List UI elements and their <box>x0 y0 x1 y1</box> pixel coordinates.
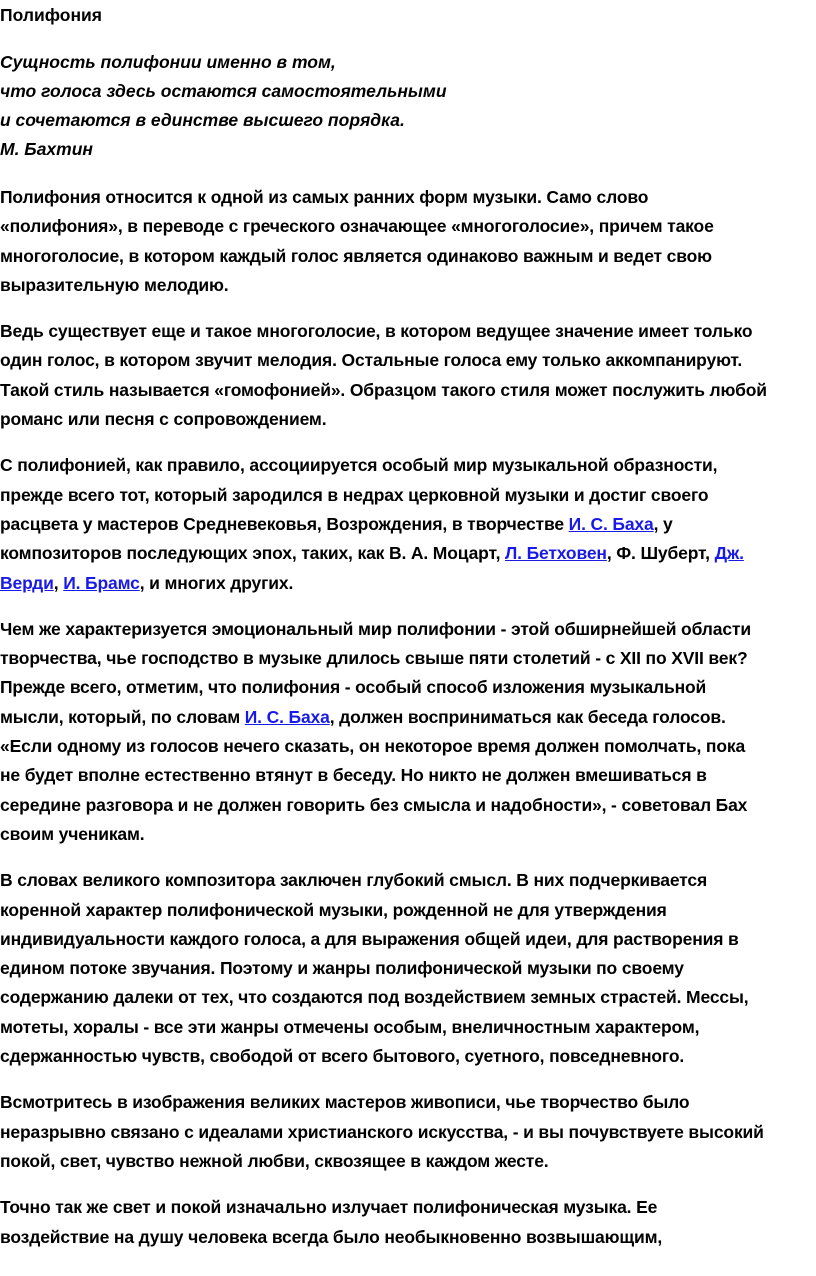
text-line: Ведь существует еще и такое многоголосие, в котором ведущее значение имеет только <box>0 321 753 342</box>
paragraph-meaning <box>0 866 816 1071</box>
paragraph-painting <box>0 1088 816 1176</box>
text-line: Чем же характеризуется эмоциональный мир полифонии - этой обширнейшей области <box>0 618 751 639</box>
paragraph-intro <box>0 183 816 300</box>
text-segment: композиторов последующих эпох, таких, как В. А. Моцарт, <box>0 543 506 564</box>
text-line: коренной характер полифонической музыки, рожденной не для утверждения <box>0 899 667 920</box>
text-line: творчества, чье господство в музыке длилось свыше пяти столетий - с XII по XVII век? <box>0 648 748 669</box>
text-line <box>0 539 816 568</box>
text-line: мотеты, хоралы - все эти жанры отмечены особым, внеличностным характером, <box>0 1016 700 1037</box>
text-line: воздействие на душу человека всегда было необыкновенно возвышающим, <box>0 1226 663 1247</box>
text-segment: , должен восприниматься как беседа голосов. <box>329 706 726 727</box>
text-line: неразрывно связано с идеалами христианского искусства, - и вы почувствуете высокий <box>0 1121 764 1142</box>
link-verdi-part2[interactable]: Верди <box>0 572 54 593</box>
text-segment: , у <box>653 513 673 534</box>
text-line: не будет вполне естественно втянут в беседу. Но никто не должен вмешиваться в <box>0 765 707 786</box>
text-line: прежде всего тот, который зародился в недрах церковной музыки и достиг своего <box>0 484 709 505</box>
text-line: Такой стиль называется «гомофонией». Образцом такого стиля может послужить любой <box>0 379 767 400</box>
text-line: выразительную мелодию. <box>0 274 229 295</box>
text-segment: расцвета у мастеров Средневековья, Возрождения, в творчестве <box>0 513 569 534</box>
text-line: романс или песня с сопровождением. <box>0 409 327 430</box>
text-segment: , <box>53 572 64 593</box>
link-brahms[interactable]: И. Брамс <box>63 572 140 593</box>
paragraph-composers <box>0 451 816 597</box>
paragraph-emotional-world <box>0 615 816 849</box>
epigraph-line: Сущность полифонии именно в том, <box>0 52 336 72</box>
epigraph-line: что голоса здесь остаются самостоятельными <box>0 81 447 101</box>
text-line: содержанию далеки от тех, что создаются под воздействием земных страстей. Мессы, <box>0 987 749 1008</box>
paragraph-light <box>0 1193 816 1252</box>
text-line: «полифония», в переводе с греческого означающее «многоголосие», причем такое <box>0 216 714 237</box>
text-line <box>0 510 816 539</box>
epigraph-line: и сочетаются в единстве высшего порядка. <box>0 110 405 130</box>
text-line <box>0 703 816 732</box>
text-line: индивидуальности каждого голоса, а для выражения общей идеи, для растворения в <box>0 928 739 949</box>
text-segment: , и многих других. <box>139 572 294 593</box>
link-bach[interactable]: И. С. Баха <box>568 513 654 534</box>
text-line: Полифония относится к одной из самых ранних форм музыки. Само слово <box>0 187 649 207</box>
document-title: Полифония <box>0 5 103 25</box>
link-bach-2[interactable]: И. С. Баха <box>244 706 330 727</box>
text-line: сдержанностью чувств, свободой от всего бытового, суетного, повседневного. <box>0 1046 685 1067</box>
text-line <box>0 569 816 598</box>
text-line: В словах великого композитора заключен глубокий смысл. В них подчеркивается <box>0 870 708 891</box>
text-line: один голос, в котором звучит мелодия. Остальные голоса ему только аккомпанируют. <box>0 350 743 371</box>
text-line: середине разговора и не должен говорить без смысла и надобности», - советовал Бах <box>0 794 748 815</box>
text-line: Прежде всего, отметим, что полифония - особый способ изложения музыкальной <box>0 677 707 698</box>
text-line: своим ученикам. <box>0 823 145 844</box>
text-line: «Если одному из голосов нечего сказать, он некоторое время должен помолчать, пока <box>0 736 746 757</box>
text-segment: мысли, который, по словам <box>0 706 245 727</box>
text-line: С полифонией, как правило, ассоциируется особый мир музыкальной образности, <box>0 455 718 476</box>
text-line: покой, свет, чувство нежной любви, сквозящее в каждом жесте. <box>0 1150 549 1171</box>
text-line: едином потоке звучания. Поэтому и жанры полифонической музыки по своему <box>0 958 684 979</box>
epigraph-author: М. Бахтин <box>0 139 93 159</box>
text-line: Точно так же свет и покой изначально излучает полифоническая музыка. Ее <box>0 1197 658 1218</box>
link-verdi-part1[interactable]: Дж. <box>714 543 744 564</box>
text-segment: , Ф. Шуберт, <box>606 543 715 564</box>
link-beethoven[interactable]: Л. Бетховен <box>505 543 607 564</box>
text-line: многоголосие, в котором каждый голос является одинаково важным и ведет свою <box>0 245 712 266</box>
paragraph-homophony <box>0 317 816 434</box>
text-line: Всмотритесь в изображения великих мастеров живописи, чье творчество было <box>0 1092 690 1113</box>
epigraph <box>0 48 816 164</box>
